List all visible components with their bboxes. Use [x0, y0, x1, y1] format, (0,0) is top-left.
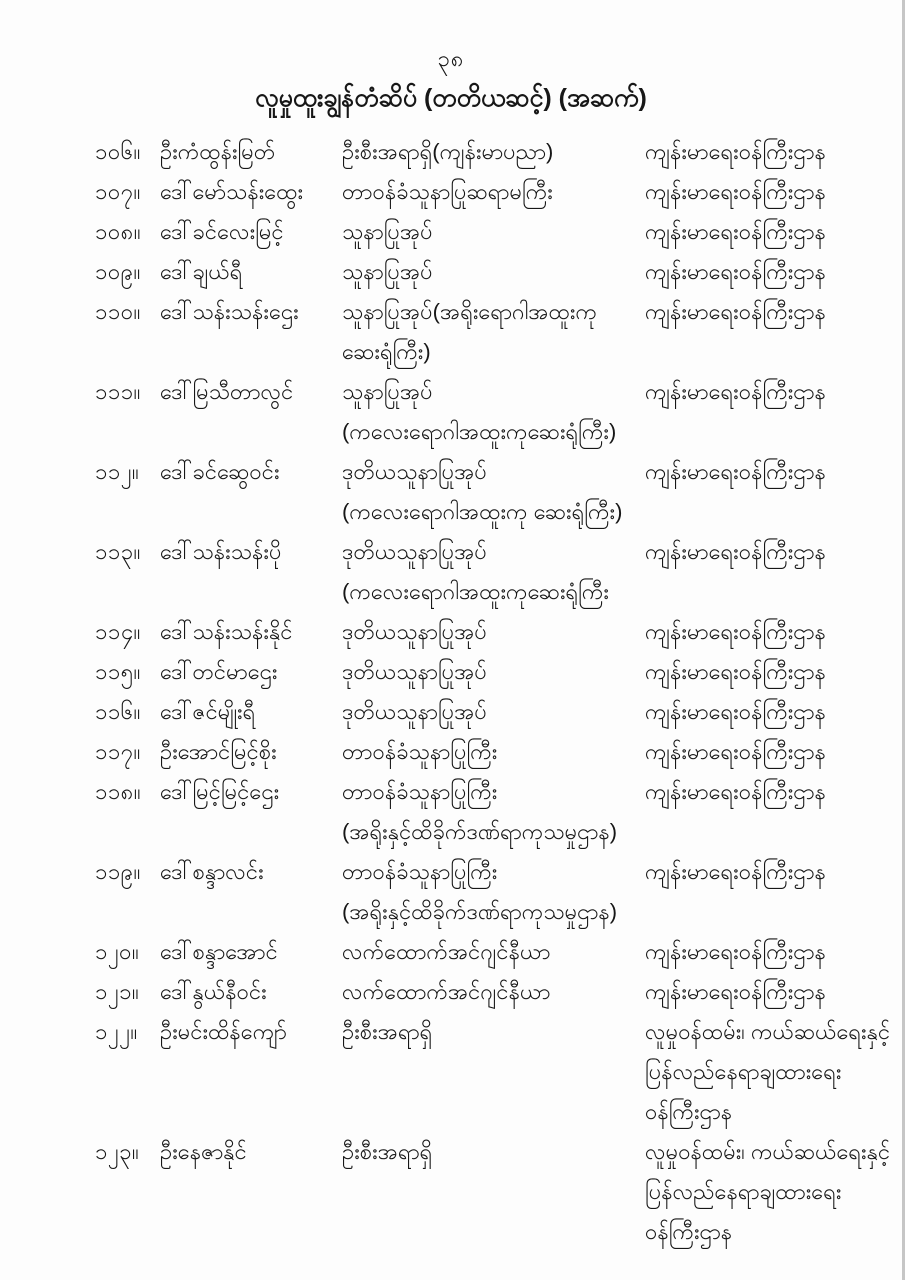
row-ministry [645, 852, 875, 892]
ministry-line: ပြန်လည်နေရာချထားရေး [645, 1059, 842, 1084]
ministry-line: ပြန်လည်နေရာချထားရေး [645, 1179, 842, 1204]
ministry-line: ဝန်ကြီးဌာန [645, 1099, 733, 1124]
table-row [95, 772, 875, 852]
position-line: သူနာပြုအုပ် [342, 379, 433, 404]
row-position [342, 292, 645, 372]
row-ministry [645, 372, 875, 412]
ministry-line: ကျန်းမာရေးဝန်ကြီးဌာန [645, 699, 826, 724]
row-ministry [645, 252, 875, 292]
table-row [95, 932, 875, 972]
table-row [95, 652, 875, 692]
position-line: တာဝန်ခံသူနာပြုကြီး [342, 739, 498, 764]
row-ministry [645, 1132, 891, 1252]
ministry-line: လူမှုဝန်ထမ်း၊ ကယ်ဆယ်ရေးနှင့် [645, 1019, 891, 1044]
row-name: ဒေါ်သန်းသန်းပို [160, 539, 282, 564]
awards-table [95, 132, 891, 1252]
row-name: ဒေါ်သန်းသန်းဌေး [160, 299, 299, 324]
row-number: ၁၁၁။ [95, 379, 141, 404]
position-line: ဒုတိယသူနာပြုအုပ် [342, 699, 487, 724]
row-number: ၁၁၂။ [95, 459, 140, 484]
position-line: တာဝန်ခံသူနာပြုဆရာမကြီး [342, 179, 553, 204]
row-position [342, 852, 645, 932]
row-name: ဦးအောင်မြင့်စိုး [160, 739, 277, 764]
position-line: လက်ထောက်အင်ဂျင်နီယာ [342, 939, 551, 964]
table-row [95, 452, 875, 532]
row-name: ဒေါ်ချယ်ရီ [160, 259, 243, 284]
row-ministry [645, 1012, 891, 1132]
row-ministry [645, 772, 875, 812]
row-name: ဒေါ်စန္ဒာအောင် [160, 939, 278, 964]
row-ministry [645, 172, 875, 212]
row-position [342, 252, 645, 292]
row-ministry [645, 452, 875, 492]
ministry-line: ကျန်းမာရေးဝန်ကြီးဌာန [645, 939, 826, 964]
position-line: ဦးစီးအရာရှိ [342, 1139, 433, 1164]
ministry-line: ကျန်းမာရေးဝန်ကြီးဌာန [645, 619, 826, 644]
row-number: ၁၁၆။ [95, 699, 141, 724]
ministry-line: ကျန်းမာရေးဝန်ကြီးဌာန [645, 379, 826, 404]
row-position [342, 932, 645, 972]
position-line: တာဝန်ခံသူနာပြုကြီး [342, 779, 498, 804]
table-row [95, 612, 875, 652]
position-line: သူနာပြုအုပ် [342, 219, 433, 244]
table-row [95, 732, 875, 772]
row-name: ဦးနေဇာနိုင် [160, 1139, 247, 1164]
row-number: ၁၂၃။ [95, 1139, 140, 1164]
row-number: ၁၀၇။ [95, 179, 141, 204]
position-line: ဆေးရုံကြီး) [342, 339, 431, 364]
position-line: ဦးစီးအရာရှိ(ကျန်းမာပညာ) [342, 139, 554, 164]
table-row [95, 1012, 891, 1132]
position-line: (ကလေးရောဂါအထူးကုဆေးရုံကြီး [342, 579, 609, 604]
ministry-line: ကျန်းမာရေးဝန်ကြီးဌာန [645, 459, 826, 484]
row-ministry [645, 132, 875, 172]
row-number: ၁၁၄။ [95, 619, 141, 644]
row-number: ၁၀၈။ [95, 219, 141, 244]
table-row [95, 372, 875, 452]
row-position [342, 212, 645, 252]
position-line: တာဝန်ခံသူနာပြုကြီး [342, 859, 498, 884]
ministry-line: ကျန်းမာရေးဝန်ကြီးဌာန [645, 259, 826, 284]
position-line: (အရိုးနှင့်ထိခိုက်ဒဏ်ရာကုသမှုဌာန) [342, 819, 618, 844]
table-row [95, 972, 875, 1012]
row-number: ၁၂၀။ [95, 939, 140, 964]
position-line: သူနာပြုအုပ် [342, 259, 433, 284]
row-position [342, 612, 645, 652]
row-number: ၁၁၇။ [95, 739, 141, 764]
row-position [342, 772, 645, 852]
page-header [0, 0, 902, 116]
ministry-line: ကျန်းမာရေးဝန်ကြီးဌာန [645, 219, 826, 244]
row-ministry [645, 212, 875, 252]
row-name: ဒေါ်မြသီတာလွင် [160, 379, 294, 404]
row-name: ဒေါ်သန်းသန်းနိုင် [160, 619, 293, 644]
ministry-line: ကျန်းမာရေးဝန်ကြီးဌာန [645, 179, 826, 204]
page-number: ၃၈ [437, 46, 465, 71]
row-name: ဒေါ်ဇင်မျိုးရီ [160, 699, 256, 724]
row-position [342, 1012, 645, 1052]
ministry-line: ကျန်းမာရေးဝန်ကြီးဌာန [645, 659, 826, 684]
row-number: ၁၂၂။ [95, 1019, 138, 1044]
row-number: ၁၁၀။ [95, 299, 141, 324]
row-position [342, 732, 645, 772]
row-position [342, 692, 645, 732]
row-name: ဒေါ်တင်မာဌေး [160, 659, 278, 684]
position-line: ဒုတိယသူနာပြုအုပ် [342, 539, 487, 564]
row-name: ဒေါ်နွယ်နီဝင်း [160, 979, 267, 1004]
position-line: ဒုတိယသူနာပြုအုပ် [342, 459, 487, 484]
row-name: ဒေါ်ခင်ဆွေဝင်း [160, 459, 280, 484]
position-line: ဦးစီးအရာရှိ [342, 1019, 433, 1044]
table-row [95, 212, 875, 252]
row-name: ဒေါ်ခင်လေးမြင့် [160, 219, 284, 244]
ministry-line: ကျန်းမာရေးဝန်ကြီးဌာန [645, 739, 826, 764]
position-line: (ကလေးရောဂါအထူးကုဆေးရုံကြီး) [342, 419, 617, 444]
ministry-line: ကျန်းမာရေးဝန်ကြီးဌာန [645, 539, 826, 564]
position-line: ဒုတိယသူနာပြုအုပ် [342, 659, 487, 684]
ministry-line: လူမှုဝန်ထမ်း၊ ကယ်ဆယ်ရေးနှင့် [645, 1139, 891, 1164]
table-row [95, 532, 875, 612]
position-line: (အရိုးနှင့်ထိခိုက်ဒဏ်ရာကုသမှုဌာန) [342, 899, 618, 924]
row-position [342, 132, 645, 172]
row-number: ၁၁၉။ [95, 859, 141, 884]
row-position [342, 1132, 645, 1172]
row-position [342, 372, 645, 452]
position-line: သူနာပြုအုပ်(အရိုးရောဂါအထူးကု [342, 299, 597, 324]
row-number: ၁၁၃။ [95, 539, 141, 564]
row-ministry [645, 972, 875, 1012]
row-name: ဒေါ်မြင့်မြင့်ဌေး [160, 779, 280, 804]
table-row [95, 692, 875, 732]
row-ministry [645, 532, 875, 572]
row-position [342, 972, 645, 1012]
row-number: ၁၁၈။ [95, 779, 141, 804]
row-number: ၁၂၁။ [95, 979, 140, 1004]
ministry-line: ကျန်းမာရေးဝန်ကြီးဌာန [645, 779, 826, 804]
row-ministry [645, 652, 875, 692]
row-position [342, 532, 645, 612]
table-row [95, 172, 875, 212]
row-ministry [645, 932, 875, 972]
row-name: ဒေါ်စန္ဒာလင်း [160, 859, 264, 884]
row-ministry [645, 692, 875, 732]
row-name: ဦးမင်းထိန်ကျော် [160, 1019, 287, 1044]
position-line: (ကလေးရောဂါအထူးကု ဆေးရုံကြီး) [342, 499, 623, 524]
position-line: ဒုတိယသူနာပြုအုပ် [342, 619, 487, 644]
row-position [342, 172, 645, 212]
row-number: ၁၀၆။ [95, 139, 141, 164]
row-name: ဦးကံထွန်းမြတ် [160, 139, 276, 164]
row-number: ၁၁၅။ [95, 659, 141, 684]
row-ministry [645, 732, 875, 772]
position-line: လက်ထောက်အင်ဂျင်နီယာ [342, 979, 551, 1004]
page-title: လူမှုထူးချွန်တံဆိပ် (တတိယဆင့်) (အဆက်) [255, 84, 647, 112]
ministry-line: ဝန်ကြီးဌာန [645, 1219, 733, 1244]
row-ministry [645, 292, 875, 332]
row-position [342, 652, 645, 692]
row-position [342, 452, 645, 532]
row-ministry [645, 612, 875, 652]
table-row [95, 1132, 891, 1252]
ministry-line: ကျန်းမာရေးဝန်ကြီးဌာန [645, 139, 826, 164]
row-name: ဒေါ်မော်သန်းထွေး [160, 179, 304, 204]
table-row [95, 852, 875, 932]
table-row [95, 292, 875, 372]
ministry-line: ကျန်းမာရေးဝန်ကြီးဌာန [645, 299, 826, 324]
ministry-line: ကျန်းမာရေးဝန်ကြီးဌာန [645, 979, 826, 1004]
row-number: ၁၀၉။ [95, 259, 141, 284]
ministry-line: ကျန်းမာရေးဝန်ကြီးဌာန [645, 859, 826, 884]
table-row [95, 132, 875, 172]
table-row [95, 252, 875, 292]
